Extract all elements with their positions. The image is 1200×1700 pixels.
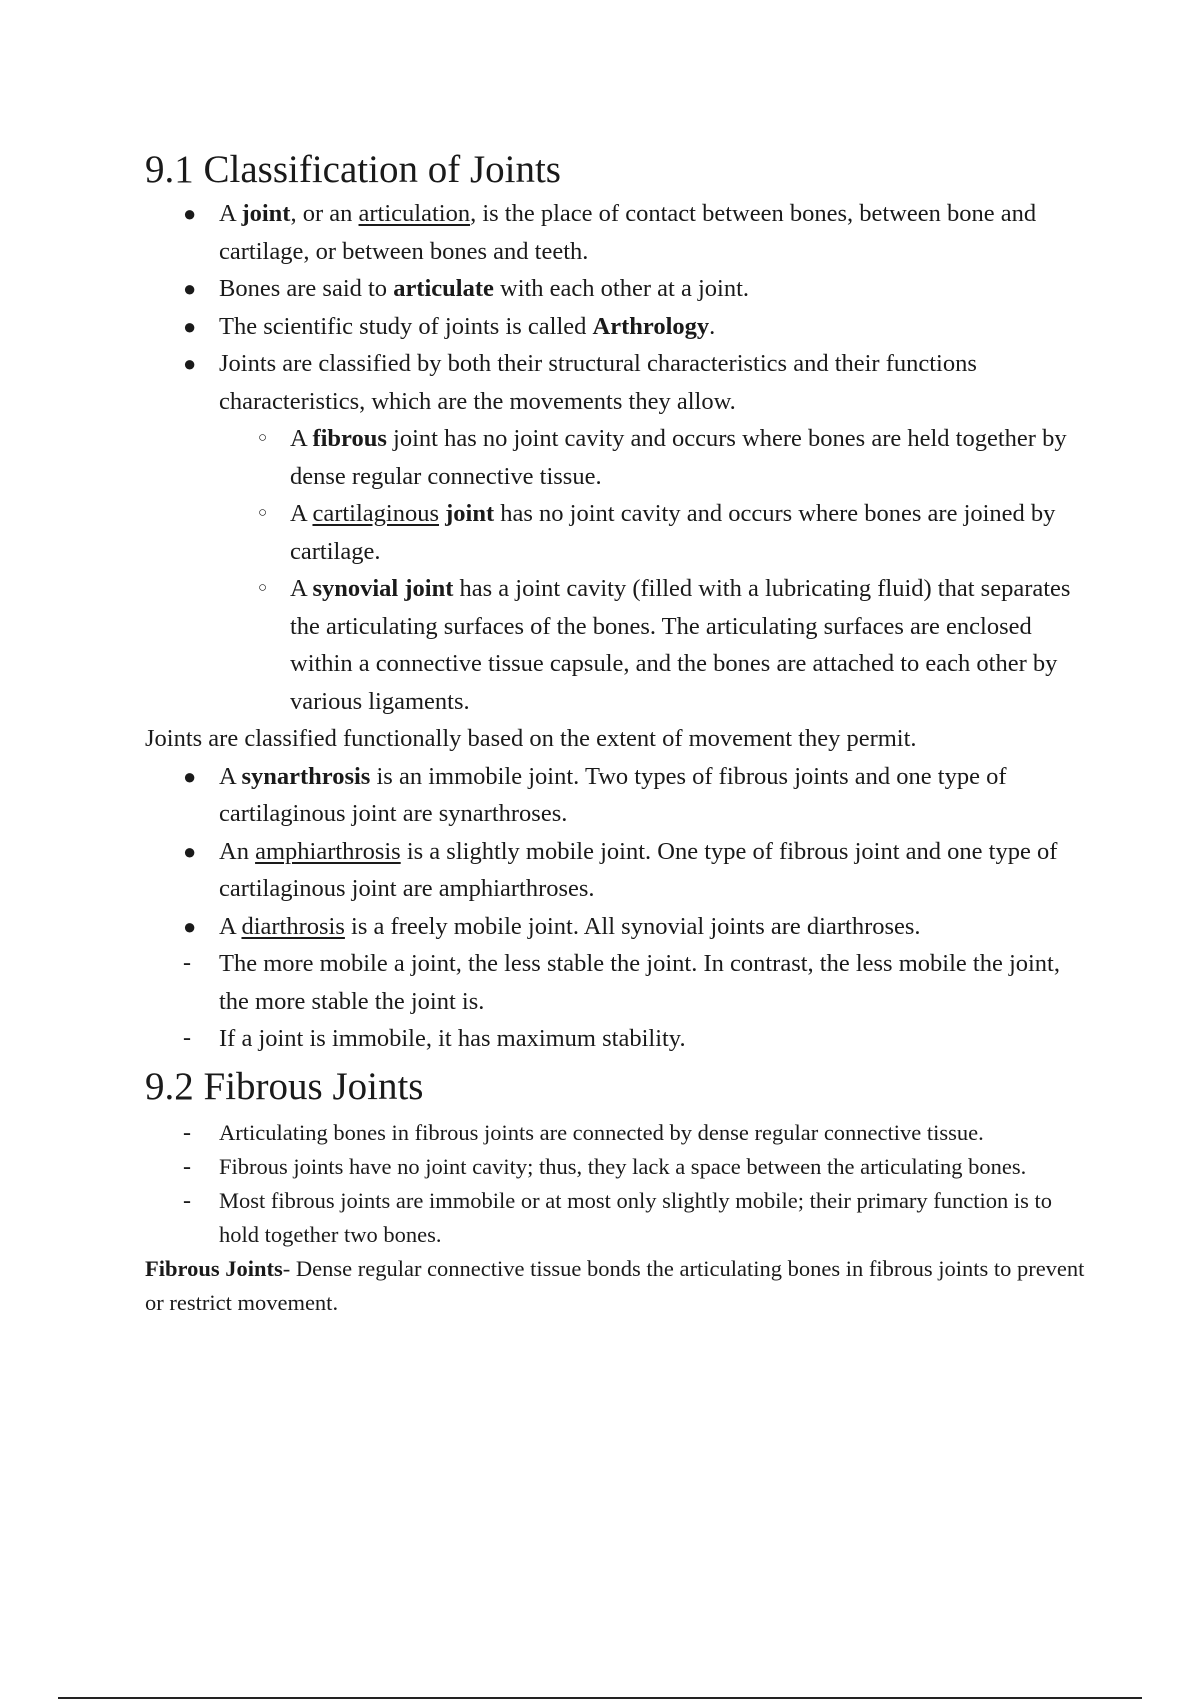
- footer-rule: [58, 1697, 1142, 1699]
- fibrous-joints-definition: Fibrous Joints- Dense regular connective tissue bonds the articulating bones in fibrous joints to prevent or restrict movement.: [145, 1255, 1085, 1315]
- document-page: [145, 145, 1095, 1320]
- subbullet-fibrous: ○ A fibrous joint has no joint cavity and occurs where bones are held together by dense regular connective tissue.: [145, 420, 1095, 495]
- bullet-marker: ●: [183, 313, 197, 339]
- dash-item-immobile-function: - Most fibrous joints are immobile or at most only slightly mobile; their primary function is to hold together two bones.: [145, 1184, 1095, 1252]
- bullet-diarthrosis: ● A diarthrosis is a freely mobile joint. All synovial joints are diarthroses.: [145, 908, 1095, 946]
- bullet-marker: ●: [183, 913, 197, 939]
- bullet-classification: ● Joints are classified by both their structural characteristics and their functions characteristics, which are the movements they allow.: [145, 345, 1095, 420]
- section-2-heading: 9.2 Fibrous Joints: [145, 1064, 424, 1108]
- dash-marker: -: [183, 950, 191, 976]
- subbullet-cartilaginous: ○ A cartilaginous joint has no joint cavity and occurs where bones are joined by cartilage.: [145, 495, 1095, 570]
- bullet-marker: ●: [183, 276, 197, 301]
- dash-marker: -: [183, 1119, 191, 1146]
- bullet-marker: ●: [183, 763, 197, 789]
- dash-item-immobile: - If a joint is immobile, it has maximum stability.: [145, 1020, 1095, 1058]
- bullet-marker: ●: [183, 838, 197, 864]
- dash-marker: -: [183, 1153, 191, 1180]
- bullet-amphiarthrosis: ● An amphiarthrosis is a slightly mobile joint. One type of fibrous joint and one type of cartilaginous joint are amphiarthroses.: [145, 833, 1095, 908]
- bullet-marker: ●: [183, 201, 197, 226]
- section-1-heading: 9.1 Classification of Joints: [145, 148, 561, 191]
- functional-classification-paragraph: Joints are classified functionally based on the extent of movement they permit.: [145, 725, 917, 752]
- dash-marker: -: [183, 1025, 191, 1051]
- dash-item-no-cavity: - Fibrous joints have no joint cavity; thus, they lack a space between the articulating bones.: [145, 1150, 1095, 1184]
- circle-marker: ○: [258, 580, 268, 596]
- dash-item-stability: - The more mobile a joint, the less stable the joint. In contrast, the less mobile the joint, the more stable the joint is.: [145, 945, 1095, 1020]
- bullet-articulate: ● Bones are said to articulate with each other at a joint.: [145, 270, 1095, 308]
- circle-marker: ○: [258, 505, 268, 521]
- bullet-joint-definition: ● A joint, or an articulation, is the place of contact between bones, between bone and cartilage, or between bones and teeth.: [145, 195, 1095, 270]
- bullet-arthrology: ● The scientific study of joints is called Arthrology.: [145, 308, 1095, 346]
- circle-marker: ○: [258, 430, 268, 446]
- bullet-marker: ●: [183, 351, 197, 376]
- subbullet-synovial: ○ A synovial joint has a joint cavity (filled with a lubricating fluid) that separates the articulating surfaces of the bones. The articulating surfaces are enclosed within a connective tissue capsule, and the bones are attached to each other by various ligaments.: [145, 570, 1095, 720]
- bullet-synarthrosis: ● A synarthrosis is an immobile joint. Two types of fibrous joints and one type of cartilaginous joint are synarthroses.: [145, 758, 1095, 833]
- dash-marker: -: [183, 1187, 191, 1214]
- dash-item-connective: - Articulating bones in fibrous joints are connected by dense regular connective tissue.: [145, 1116, 1095, 1150]
